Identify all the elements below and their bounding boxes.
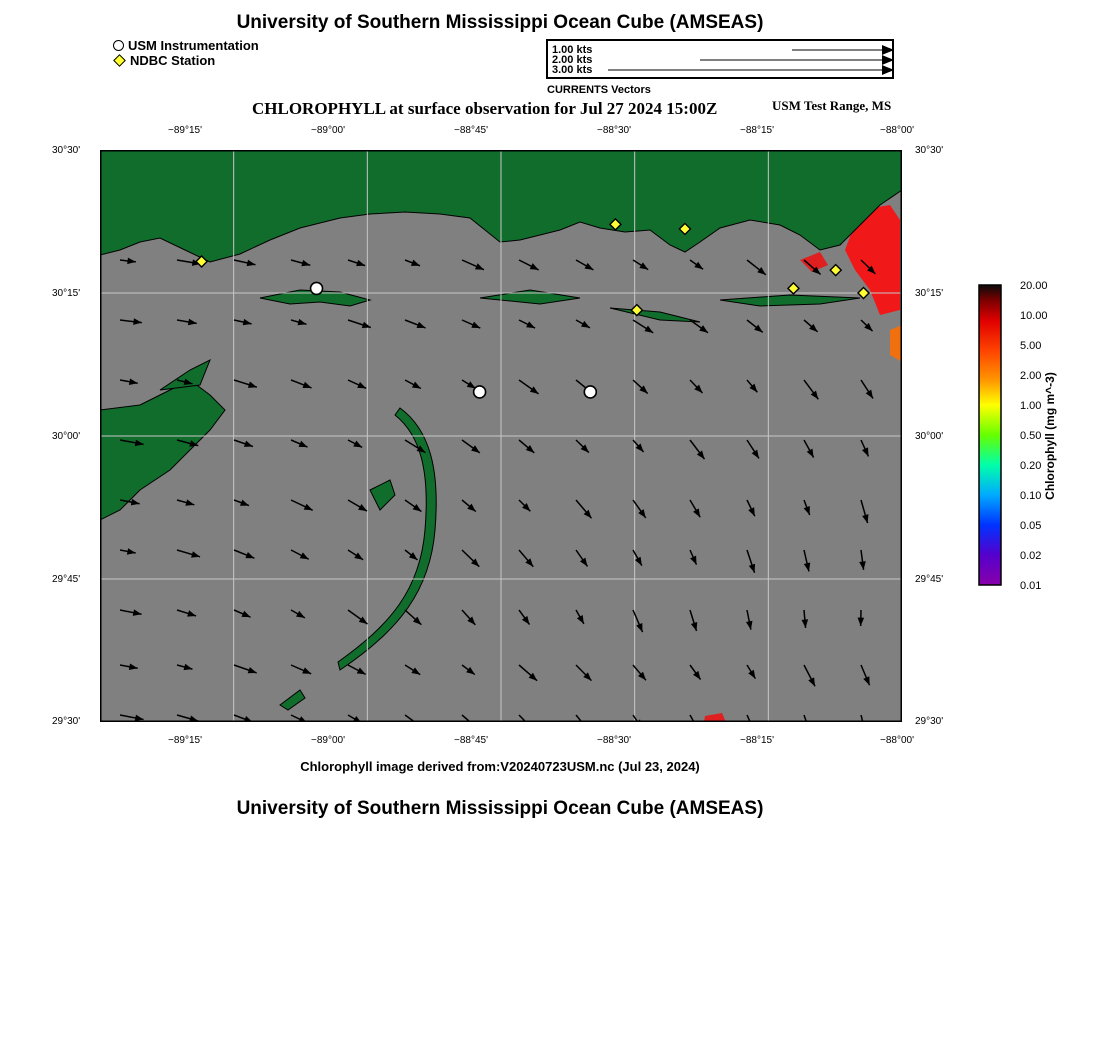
vector-label-3: 3.00 kts	[552, 64, 593, 76]
source-caption: Chlorophyll image derived from:V20240723USM.nc (Jul 23, 2024)	[300, 759, 700, 774]
colorbar-label-6: 0.50	[1020, 430, 1042, 442]
vector-label-1: 1.00 kts	[552, 44, 593, 56]
colorbar-label-9: 0.05	[1020, 520, 1042, 532]
colorbar-label-2: 10.00	[1020, 310, 1048, 322]
colorbar-label-5: 1.00	[1020, 400, 1042, 412]
lat-tick-right-4: 29°45'	[915, 574, 944, 585]
usm-station-marker	[311, 282, 323, 294]
colorbar-label-7: 0.20	[1020, 460, 1042, 472]
lon-tick-top-4: −88°30'	[597, 125, 631, 136]
vector-arrowhead-1	[882, 45, 892, 55]
colorbar	[978, 284, 1002, 588]
lat-tick-left-2: 30°15'	[52, 288, 81, 299]
colorbar-label-10: 0.02	[1020, 550, 1042, 562]
chlorophyll-map	[100, 150, 902, 722]
lat-tick-right-2: 30°15'	[915, 288, 944, 299]
colorbar-label-4: 2.00	[1020, 370, 1042, 382]
vector-arrowhead-3	[882, 65, 892, 75]
lon-tick-bottom-1: −89°15'	[168, 735, 202, 746]
lon-tick-top-5: −88°15'	[740, 125, 774, 136]
colorbar-label-3: 5.00	[1020, 340, 1042, 352]
region-label: USM Test Range, MS	[772, 98, 892, 113]
vector-arrowhead-2	[882, 55, 892, 65]
lat-tick-left-4: 29°45'	[52, 574, 81, 585]
page-title-bottom: University of Southern Mississippi Ocean Cube (AMSEAS)	[236, 798, 764, 819]
map-subtitle: CHLOROPHYLL at surface observation for Jul 27 2024 15:00Z	[252, 99, 718, 118]
usm-station-marker	[474, 386, 486, 398]
lon-tick-bottom-2: −89°00'	[311, 735, 345, 746]
legend-ndbc-label: NDBC Station	[130, 53, 216, 68]
lat-tick-right-5: 29°30'	[915, 716, 944, 727]
colorbar-title: Chlorophyll (mg m^-3)	[1043, 372, 1057, 500]
colorbar-label-8: 0.10	[1020, 490, 1042, 502]
usm-station-marker	[584, 386, 596, 398]
page-title: University of Southern Mississippi Ocean Cube (AMSEAS)	[236, 12, 764, 33]
lon-tick-top-1: −89°15'	[168, 125, 202, 136]
colorbar-gradient	[979, 285, 1001, 585]
lon-tick-bottom-3: −88°45'	[454, 735, 488, 746]
lon-tick-bottom-5: −88°15'	[740, 735, 774, 746]
lon-tick-bottom-6: −88°00'	[880, 735, 914, 746]
lon-tick-top-3: −88°45'	[454, 125, 488, 136]
lat-tick-right-3: 30°00'	[915, 431, 944, 442]
colorbar-label-1: 20.00	[1020, 280, 1048, 292]
lat-tick-left-1: 30°30'	[52, 145, 81, 156]
lat-tick-right-1: 30°30'	[915, 145, 944, 156]
lat-tick-left-3: 30°00'	[52, 431, 81, 442]
ndbc-diamond-icon	[113, 54, 126, 67]
lon-tick-top-6: −88°00'	[880, 125, 914, 136]
legend-usm-label: USM Instrumentation	[128, 38, 259, 53]
colorbar-label-11: 0.01	[1020, 580, 1042, 592]
lat-tick-left-5: 29°30'	[52, 716, 81, 727]
vector-label-2: 2.00 kts	[552, 54, 593, 66]
vector-legend	[546, 39, 894, 79]
legend-ndbc	[113, 53, 215, 68]
lon-tick-bottom-4: −88°30'	[597, 735, 631, 746]
lon-tick-top-2: −89°00'	[311, 125, 345, 136]
legend-usm	[113, 38, 259, 53]
usm-circle-icon	[113, 40, 124, 51]
vector-legend-arrows	[548, 41, 892, 77]
vector-caption: CURRENTS Vectors	[547, 84, 651, 96]
